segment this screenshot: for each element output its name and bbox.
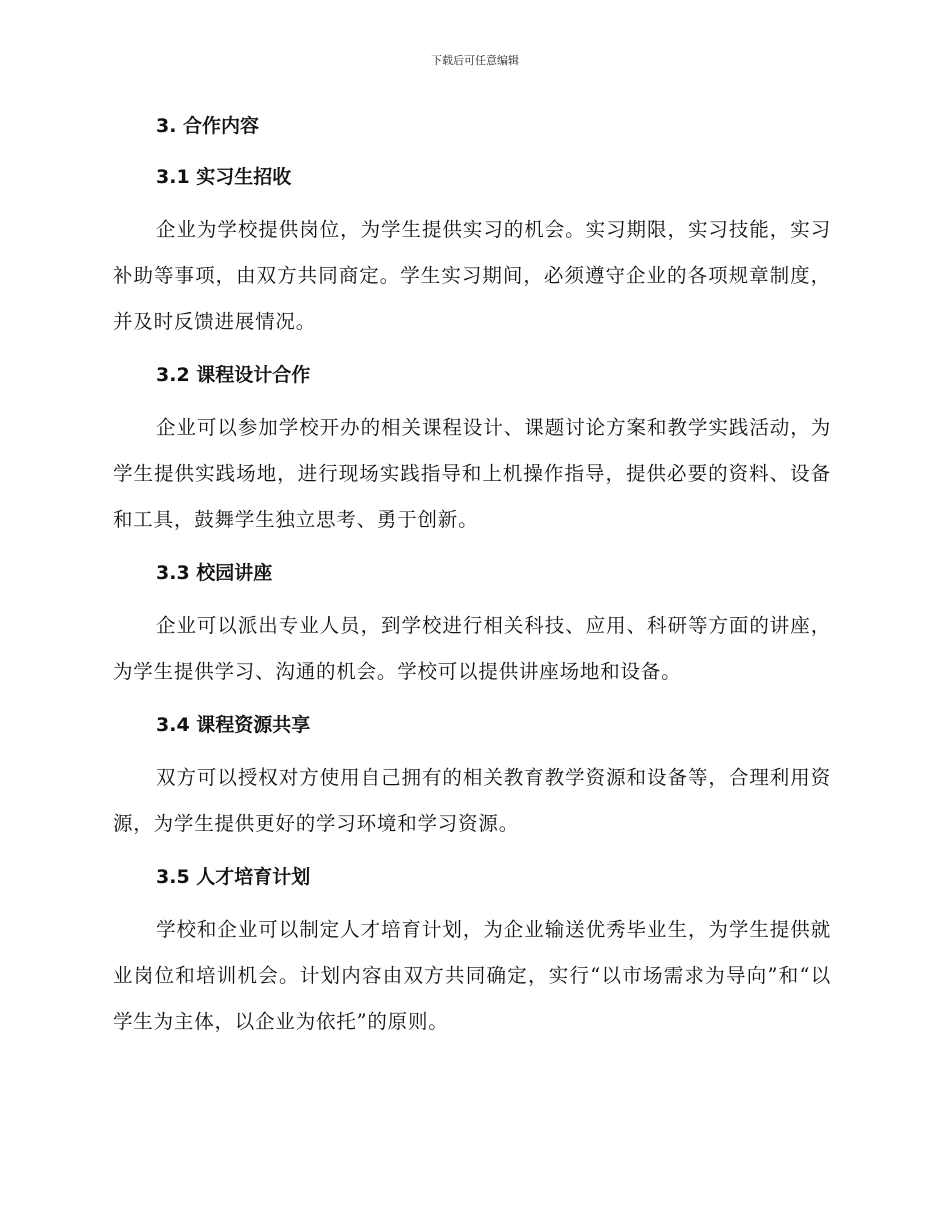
paragraph-3-5: 学校和企业可以制定人才培育计划，为企业输送优秀毕业生，为学生提供就业岗位和培训机会。计划内容由双方共同确定，实行“以市场需求为导向”和“以学生为主体，以企业为依托”的原则。: [113, 918, 831, 1033]
subsection-heading-3-4: 3.4 课程资源共享: [156, 714, 311, 736]
paragraph-3-1: 企业为学校提供岗位，为学生提供实习的机会。实习期限，实习技能，实习补助等事项，由双方共同商定。学生实习期间，必须遵守企业的各项规章制度，并及时反馈进展情况。: [113, 218, 831, 333]
subsection-heading-3-3: 3.3 校园讲座: [156, 562, 273, 584]
section-heading: 3. 合作内容: [156, 115, 260, 137]
subsection-heading-3-1: 3.1 实习生招收: [156, 166, 292, 188]
subsection-heading-3-5: 3.5 人才培育计划: [156, 866, 311, 888]
subsection-heading-3-2: 3.2 课程设计合作: [156, 364, 311, 386]
paragraph-3-2: 企业可以参加学校开办的相关课程设计、课题讨论方案和教学实践活动，为学生提供实践场地，进行现场实践指导和上机操作指导，提供必要的资料、设备和工具，鼓舞学生独立思考、勇于创新。: [113, 416, 831, 531]
paragraph-3-4: 双方可以授权对方使用自己拥有的相关教育教学资源和设备等，合理利用资源，为学生提供更好的学习环境和学习资源。: [113, 766, 831, 835]
page-header: 下载后可任意编辑: [431, 54, 519, 67]
document-body: [113, 108, 831, 1057]
paragraph-3-3: 企业可以派出专业人员，到学校进行相关科技、应用、科研等方面的讲座，为学生提供学习、沟通的机会。学校可以提供讲座场地和设备。: [113, 614, 831, 683]
